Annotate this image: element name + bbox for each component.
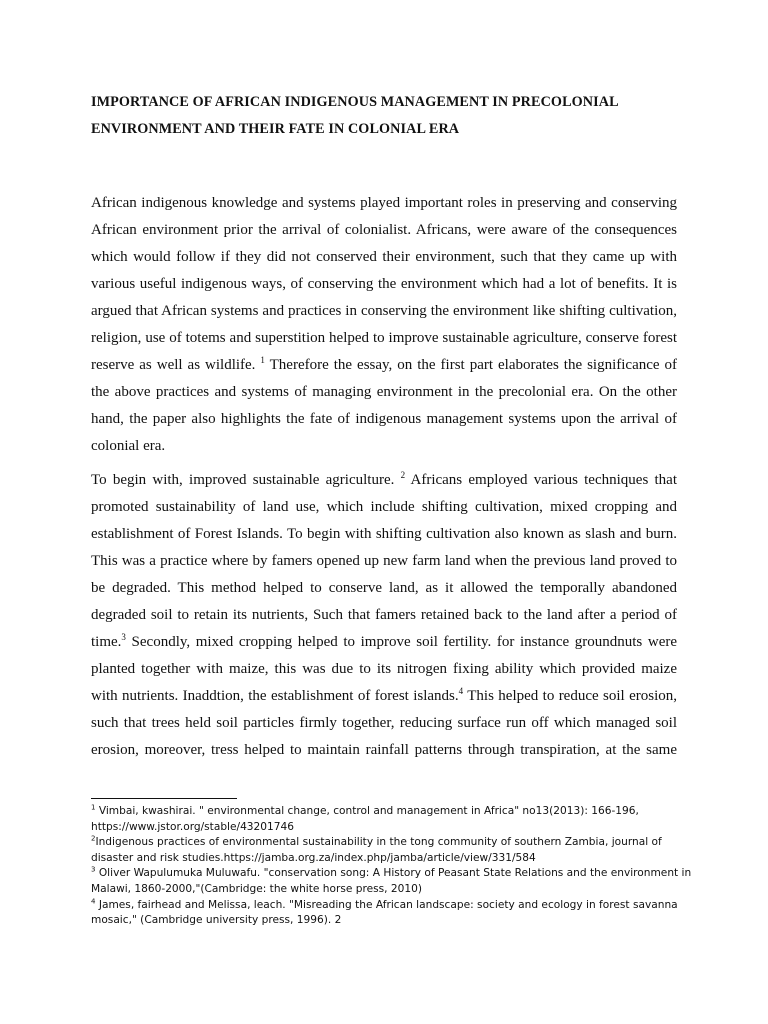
- footnote-2: [91, 835, 691, 866]
- intro-paragraph: [91, 190, 677, 460]
- paragraph-line: promoted sustainability of land use, which include shifting cultivation, mixed cropping and: [91, 499, 677, 515]
- paragraph-line: [91, 467, 677, 494]
- footnotes: [91, 804, 691, 929]
- paragraph-line: argued that African systems and practices in conserving the environment like shifting cultivation,: [91, 303, 677, 319]
- footnote-ref[interactable]: 4: [458, 686, 464, 696]
- body-paragraph: [91, 467, 677, 764]
- paragraph-line: be degraded. This method helped to conserve land, as it allowed the temporally abandoned: [91, 580, 677, 596]
- footnote-text: Vimbai, kwashirai. " environmental change, control and management in Africa" no13(2013): 166-196,: [95, 805, 639, 817]
- paragraph-line: [91, 629, 677, 656]
- footnote-ref[interactable]: 3: [121, 632, 126, 642]
- footnote-text: James, fairhead and Melissa, leach. "Misreading the African landscape: society and ecology in forest savanna: [98, 898, 678, 911]
- footnote-4: [91, 898, 691, 929]
- footnote-line: [91, 804, 691, 820]
- text-segment: reserve as well as wildlife.: [91, 357, 256, 373]
- paragraph-line: [91, 352, 677, 379]
- text-segment: with nutrients. Inaddtion, the establishment of forest islands.: [91, 688, 459, 704]
- paragraph-line: colonial era.: [91, 438, 166, 454]
- paragraph-line: such that trees held soil particles firmly together, reducing surface run off which managed soil: [91, 715, 677, 731]
- paragraph-line: This was a practice where by famers opened up new farm land when the previous land proved to: [91, 553, 677, 569]
- footnote-line: [91, 866, 691, 882]
- footnote-number: 4: [91, 897, 96, 906]
- text-segment: To begin with, improved sustainable agriculture.: [91, 472, 395, 488]
- text-segment: This helped to reduce soil erosion,: [467, 688, 677, 704]
- footnote-separator: [91, 798, 237, 799]
- footnote-line: disaster and risk studies.https://jamba.org.za/index.php/jamba/article/view/331/584: [91, 851, 536, 864]
- footnote-number: 2: [91, 834, 96, 843]
- footnote-line: [91, 835, 691, 851]
- text-segment: Therefore the essay, on the first part elaborates the significance of: [269, 357, 678, 373]
- footnote-text: Indigenous practices of environmental sustainability in the tong community of southern Zambia, journal of: [95, 836, 662, 849]
- footnote-number: 1: [91, 803, 96, 812]
- footnote-line: mosaic," (Cambridge university press, 1996). 2: [91, 914, 342, 927]
- title-line: IMPORTANCE OF AFRICAN INDIGENOUS MANAGEMENT IN PRECOLONIAL: [91, 94, 619, 110]
- text-segment: time.: [91, 634, 122, 650]
- paragraph-line: various useful indigenous ways, of conserving the environment which had a lot of benefits. It is: [91, 276, 677, 292]
- footnote-line: [91, 898, 691, 914]
- footnote-line: https://www.jstor.org/stable/43201746: [91, 820, 294, 833]
- paragraph-line: hand, the paper also highlights the fate of indigenous management systems upon the arrival of: [91, 411, 677, 427]
- title-line: ENVIRONMENT AND THEIR FATE IN COLONIAL ERA: [91, 121, 460, 137]
- footnote-line: Malawi, 1860-2000,"(Cambridge: the white horse press, 2010): [91, 882, 422, 895]
- paragraph-line: religion, use of totems and superstition helped to improve sustainable agriculture, conserve forest: [91, 330, 677, 346]
- paragraph-line: the above practices and systems of managing environment in the precolonial era. On the other: [91, 384, 677, 400]
- footnote-1: [91, 804, 691, 835]
- paragraph-line: planted together with maize, this was due to its nitrogen fixing ability which provided maize: [91, 661, 677, 677]
- paragraph-line: erosion, moreover, tress helped to maintain rainfall patterns through transpiration, at the same: [91, 742, 677, 758]
- text-segment: Africans employed various techniques that: [410, 472, 677, 488]
- paragraph-line: [91, 683, 677, 710]
- paragraph-line: which would follow if they did not conserved their environment, such that they came up with: [91, 249, 677, 265]
- footnote-3: [91, 866, 691, 897]
- footnote-number: 3: [91, 865, 96, 874]
- paragraph-line: degraded soil to retain its nutrients, Such that famers retained back to the land after a period of: [91, 607, 677, 623]
- document-title: [91, 89, 691, 143]
- footnote-text: Oliver Wapulumuka Muluwafu. "conservation song: A History of Peasant State Relations and the environment in: [98, 867, 692, 880]
- paragraph-line: African environment prior the arrival of colonialist. Africans, were aware of the consequences: [91, 222, 677, 238]
- footnote-ref[interactable]: 1: [260, 355, 265, 365]
- footnote-ref[interactable]: 2: [400, 470, 406, 480]
- paragraph-line: establishment of Forest Islands. To begin with shifting cultivation also known as slash and burn.: [91, 526, 677, 542]
- text-segment: Secondly, mixed cropping helped to improve soil fertility. for instance groundnuts were: [131, 634, 677, 650]
- paragraph-line: African indigenous knowledge and systems played important roles in preserving and conserving: [91, 195, 677, 211]
